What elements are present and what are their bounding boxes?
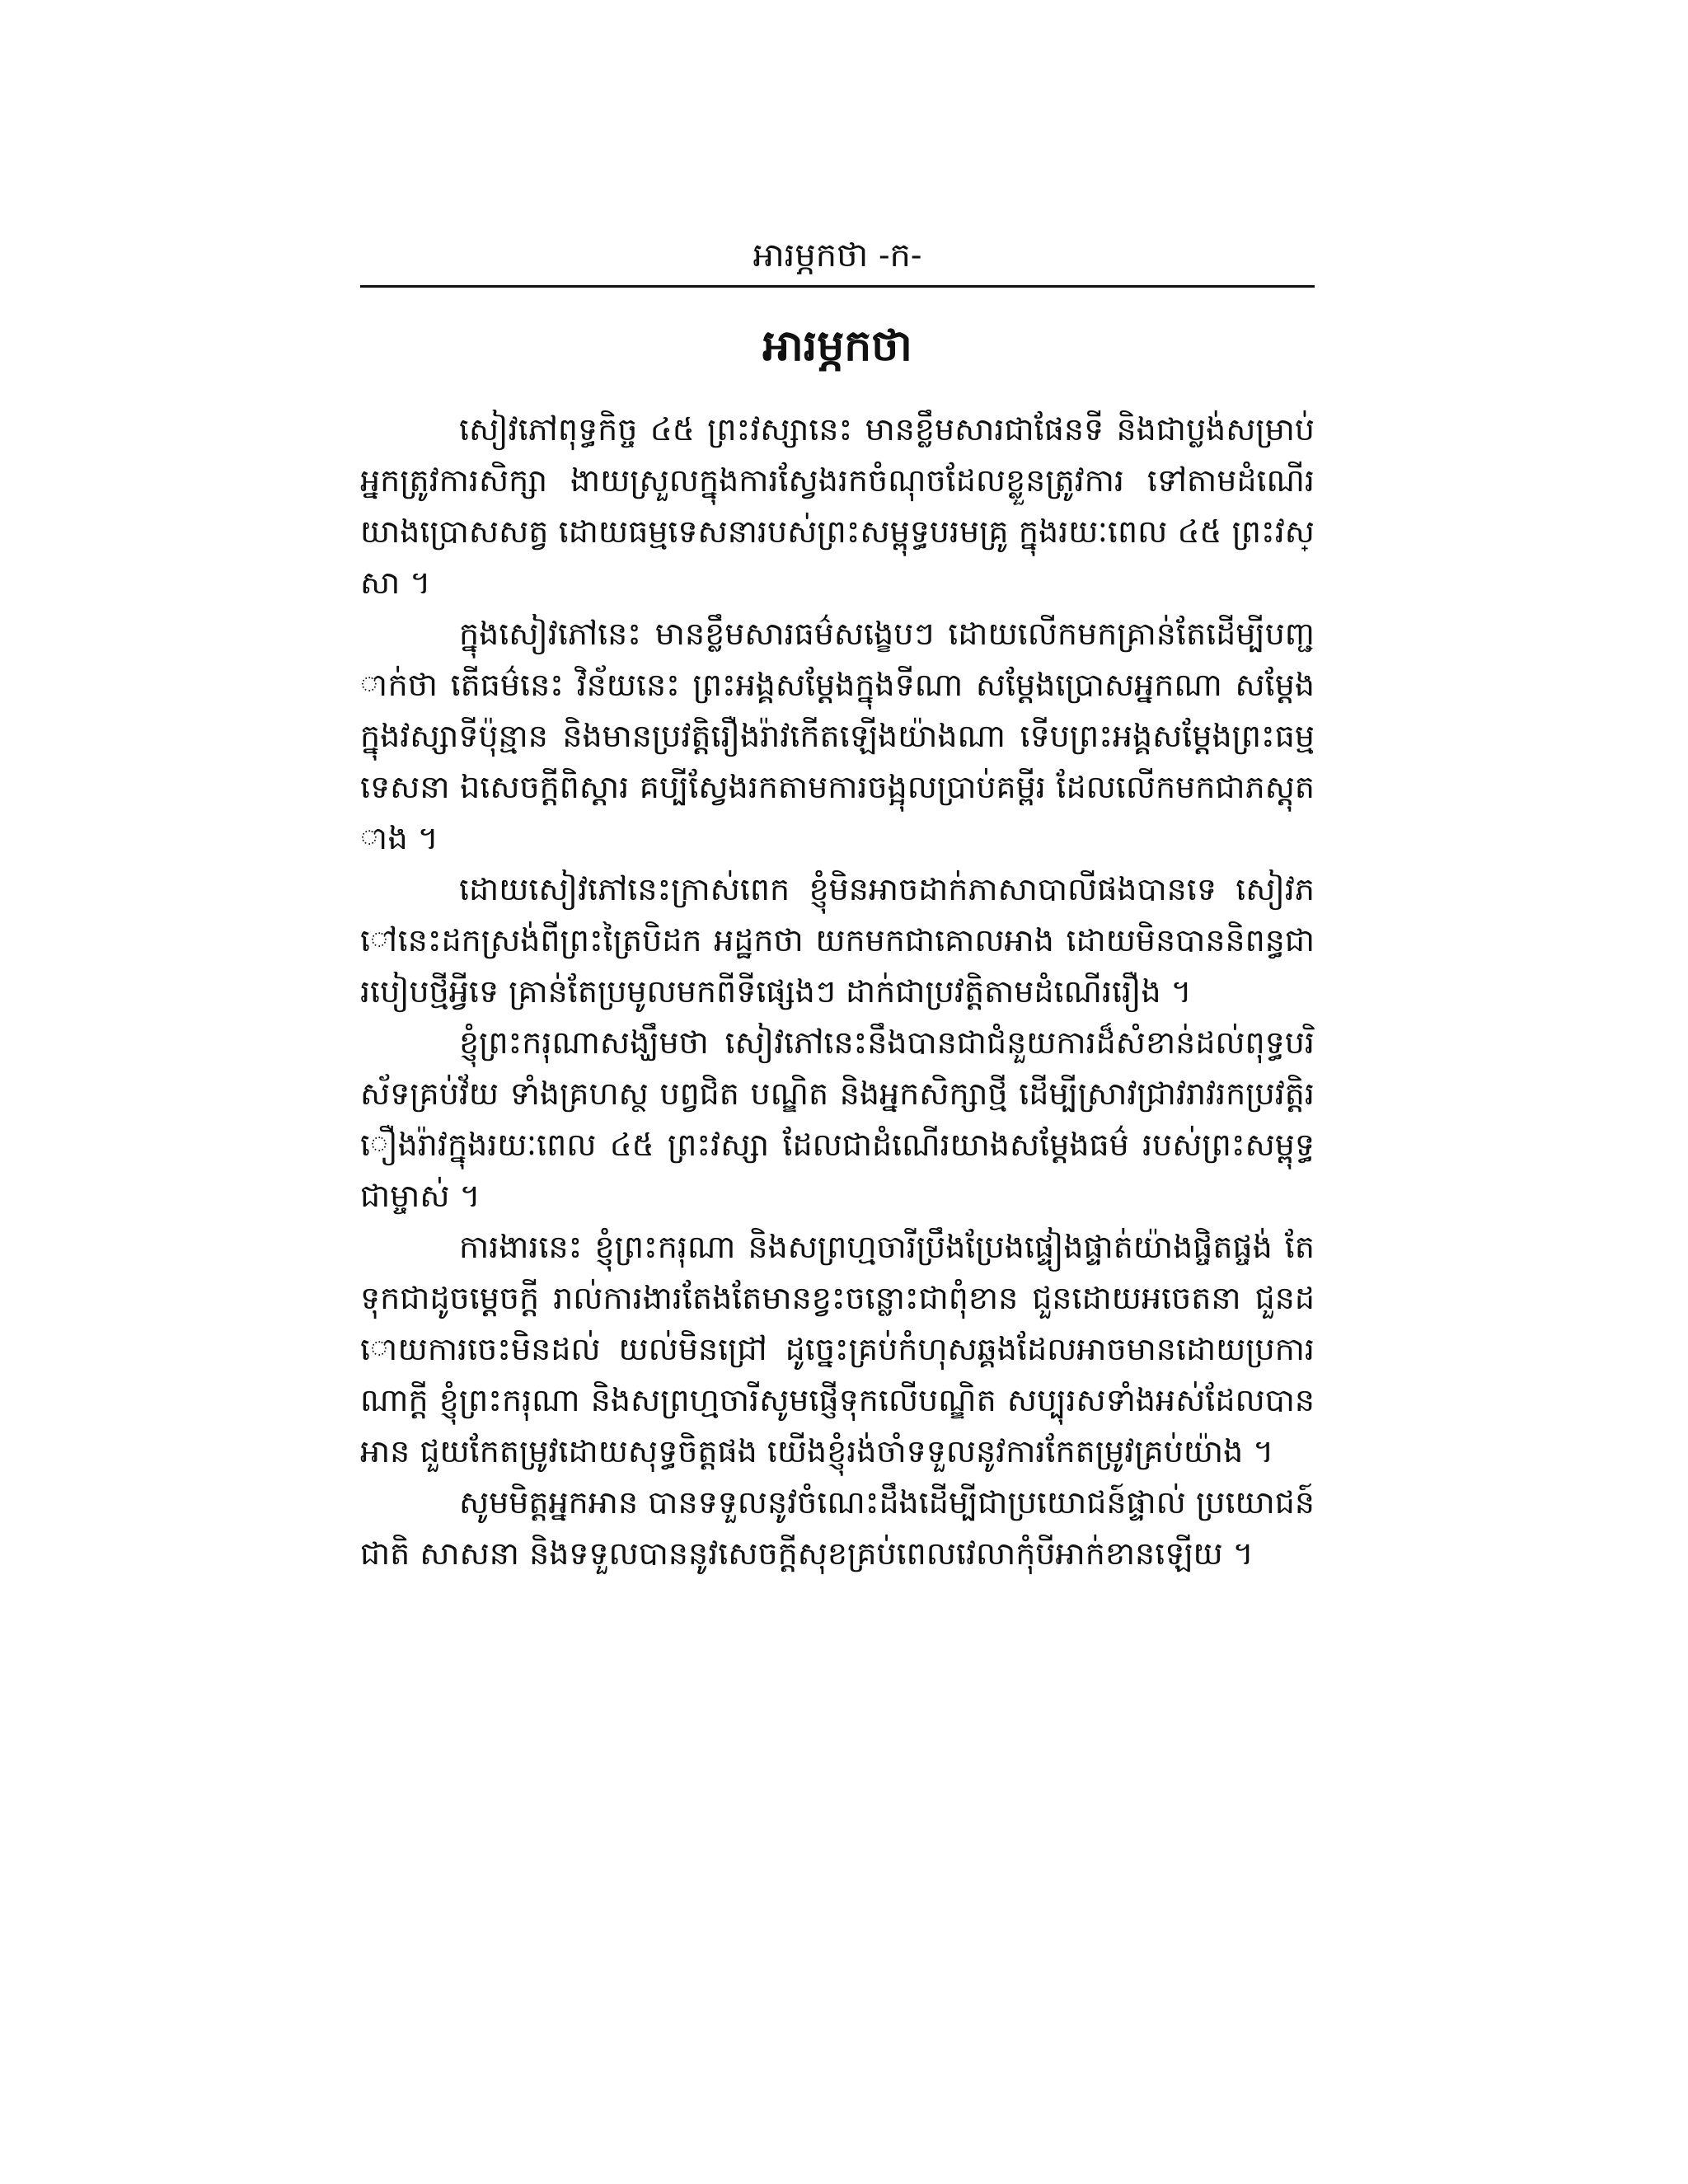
paragraph-3: ដោយសៀវភៅនេះក្រាស់ពេក ខ្ញុំមិនអាចដាក់ភាសាបាលីផងបានទេ សៀវភៅនេះដកស្រង់ពីព្រះត្រៃបិដក អដ្ឋកថា យកមកជាគោលអាង ដោយមិនបាននិពន្ធជារបៀបថ្មីអ្វីទេ គ្រាន់តែប្រមូលមកពីទីផ្សេងៗ ដាក់ជាប្រវត្តិតាមដំណើររឿង ។ (360, 871, 1315, 1010)
page-title: អារម្ភកថា (762, 321, 912, 371)
body-text (360, 404, 1315, 1579)
paragraph-6: សូមមិត្តអ្នកអាន បានទទួលនូវចំណេះដឹងដើម្បីជាប្រយោជន៍ផ្ទាល់ ប្រយោជន៍ជាតិ សាសនា និងទទួលបាននូវសេចក្តីសុខគ្រប់ពេលវេលាកុំបីអាក់ខានឡើយ ។ (360, 1484, 1315, 1572)
paragraph-1: សៀវភៅពុទ្ធកិច្ច ៤៥ ព្រះវស្សានេះ មានខ្លឹមសារជាផែនទី និងជាប្លង់សម្រាប់អ្នកត្រូវការសិក្សា ងាយស្រួលក្នុងការស្វែងរកចំណុចដែលខ្លួនត្រូវការ ទៅតាមដំណើរយាងប្រោសសត្វ ដោយធម្មទេសនារបស់ព្រះសម្ពុទ្ធបរមគ្រូ ក្នុងរយៈពេល ៤៥ ព្រះវស្សា ។ (360, 411, 1315, 601)
header-divider (360, 285, 1315, 288)
paragraph-4: ខ្ញុំព្រះករុណាសង្ឃឹមថា សៀវភៅនេះនឹងបានជាជំនួយការដ៏សំខាន់ដល់ពុទ្ធបរិស័ទគ្រប់វ័យ ទាំងគ្រហស្ថ បព្វជិត បណ្ឌិត និងអ្នកសិក្សាថ្មី ដើម្បីស្រាវជ្រាវរាវរកប្រវត្តិរឿងរ៉ាវក្នុងរយៈពេល ៤៥ ព្រះវស្សា ដែលជាដំណើរយាងសម្តែងធម៌ របស់ព្រះសម្ពុទ្ធជាម្ចាស់ ។ (360, 1024, 1315, 1214)
paragraph-5: ការងារនេះ ខ្ញុំព្រះករុណា និងសព្រហ្មចារីប្រឹងប្រែងផ្ទៀងផ្ទាត់យ៉ាងផ្ចិតផ្ចង់ តែទុកជាដូចម្តេចក្តី រាល់ការងារតែងតែមានខ្វះចន្លោះជាពុំខាន ជួនដោយអចេតនា ជួនដោយការចេះមិនដល់ យល់មិនជ្រៅ ដូច្នេះគ្រប់កំហុសឆ្គងដែលអាចមានដោយប្រការណាក្តី ខ្ញុំព្រះករុណា និងសព្រហ្មចារីសូមផ្ញើទុកលើបណ្ឌិត សប្បុរសទាំងអស់ដែលបានអាន ជួយកែតម្រូវដោយសុទ្ធចិត្តផង យើងខ្ញុំរង់ចាំទទួលនូវការកែតម្រូវគ្រប់យ៉ាង ។ (360, 1229, 1315, 1469)
paragraph-2: ក្នុងសៀវភៅនេះ មានខ្លឹមសារធម៌សង្ខេបៗ ដោយលើកមកគ្រាន់តែដើម្បីបញ្ជាក់ថា តើធម៌នេះ វិន័យនេះ ព្រះអង្គសម្តែងក្នុងទីណា សម្តែងប្រោសអ្នកណា សម្តែងក្នុងវស្សាទីប៉ុន្មាន និងមានប្រវត្តិរឿងរ៉ាវកើតឡើងយ៉ាងណា ទើបព្រះអង្គសម្តែងព្រះធម្មទេសនា ឯសេចក្តីពិស្តារ គប្បីស្វែងរកតាមការចង្អុលប្រាប់គម្ពីរ ដែលលើកមកជាភស្តុតាង ។ (360, 616, 1315, 856)
running-header: អារម្ភកថា -ក- (753, 237, 922, 274)
